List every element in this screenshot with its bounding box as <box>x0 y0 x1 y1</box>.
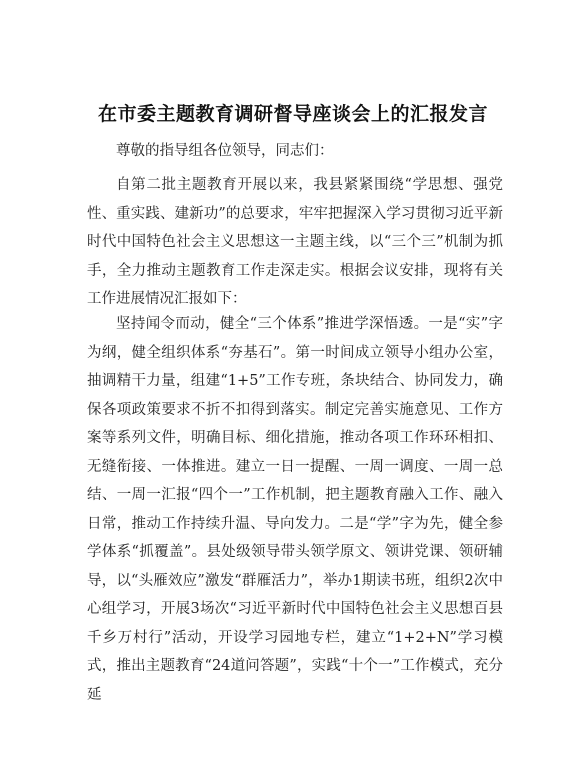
paragraph-progress: 坚持闻令而动，健全“三个体系”推进学深悟透。一是“实”字为纲，健全组织体系“夯基石”。第一时间成立领导小组办公室，抽调精干力量，组建“1+5”工作专班，条块结合、协同发力，确保各项政策要求不折不扣得到落实。制定完善实施意见、工作方案等系列文件，明确目标、细化措施，推动各项工作环环相扣、无缝衔接、一体推进。建立一日一提醒、一周一调度、一周一总结、一周一汇报“四个一”工作机制，把主题教育融入工作、融入日常，推动工作持续升温、导向发力。二是“学”字为先，健全参学体系“抓覆盖”。县处级领导带头领学原文、领讲党课、领研辅导，以“头雁效应”激发“群雁活力”，举办1期读书班，组织2次中心组学习，开展3场次“习近平新时代中国特色社会主义思想百县千乡万村行”活动，开设学习园地专栏，建立“1+2+N”学习模式，推出主题教育“24道问答题”，实践“十个一”工作模式，充分延 <box>87 316 503 703</box>
greeting: 尊敬的指导组各位领导，同志们： <box>116 143 334 159</box>
paragraph-intro: 自第二批主题教育开展以来，我县紧紧围绕“学思想、强党性、重实践、建新功”的总要求，牢牢把握深入学习贯彻习近平新时代中国特色社会主义思想这一主题主线，以“三个三”机制为抓手，全力推动主题教育工作走深走实。根据会议安排，现将有关工作进展情况汇报如下： <box>87 177 503 307</box>
document-title: 在市委主题教育调研督导座谈会上的汇报发言 <box>97 103 488 125</box>
